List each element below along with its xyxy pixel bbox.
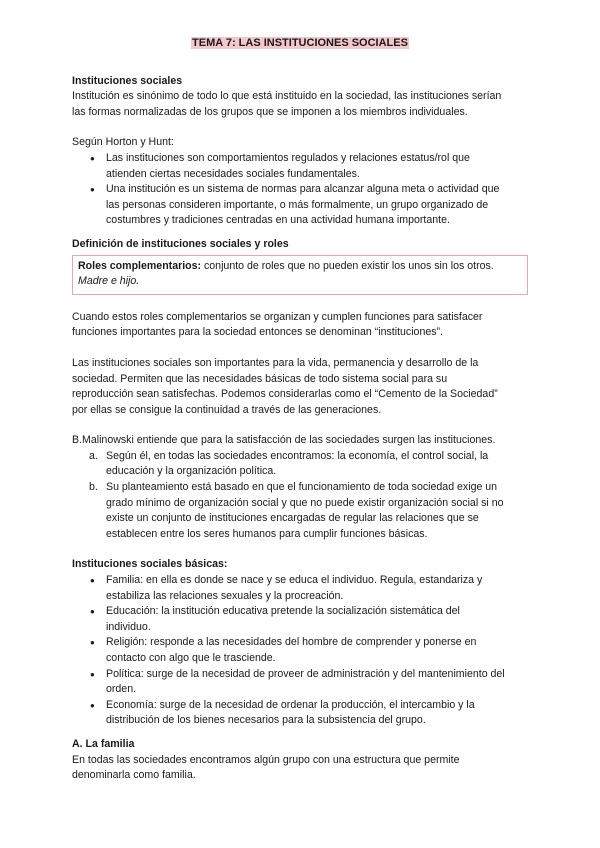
paragraph-line: las formas normalizadas de los grupos que se imponen a los miembros individuales. bbox=[72, 105, 468, 118]
list-item: ● Política: surge de la necesidad de proveer de administración y del mantenimiento del orden. bbox=[106, 667, 528, 698]
list-item: ● Religión: responde a las necesidades del hombre de comprender y ponerse en contacto con algo que le trasciende. bbox=[106, 635, 528, 666]
box-term: Roles complementarios: bbox=[78, 259, 202, 272]
section-heading-definicion: Definición de instituciones sociales y roles bbox=[72, 237, 289, 250]
section-heading-basicas: Instituciones sociales básicas: bbox=[72, 558, 228, 571]
paragraph-line: B.Malinowski entiende que para la satisfacción de las sociedades surgen las instituciones. bbox=[72, 434, 496, 447]
paragraph-line: En todas las sociedades encontramos algún grupo con una estructura que permite bbox=[72, 753, 460, 766]
list-item: ● Una institución es un sistema de normas para alcanzar alguna meta o actividad que las personas consideren importante, o más formalmente, un grupo organizado de costumbres y tradiciones centradas en una actividad humana importante. bbox=[106, 182, 528, 229]
list-item: a. Según él, en todas las sociedades encontramos: la economía, el control social, la educación y la organización política. bbox=[89, 449, 489, 478]
list-item: b. Su planteamiento está basado en que el funcionamiento de toda sociedad exige un grado mínimo de organización social y que no puede existir organización social si no existe un conjunto de instituciones encargadas de regular las relaciones que se establecen entre los seres humanos para cumplir funciones básicas. bbox=[89, 481, 504, 540]
box-definition: conjunto de roles que no pueden existir los unos sin los otros. bbox=[201, 259, 494, 272]
list-item: ● Familia: en ella es donde se nace y se educa el individuo. Regula, estandariza y estabiliza las relaciones sexuales y la procreación. bbox=[106, 573, 528, 604]
paragraph-line: Cuando estos roles complementarios se organizan y cumplen funciones para satisfacer bbox=[72, 310, 483, 323]
definition-box bbox=[72, 255, 528, 295]
paragraph-line: por ellas se consigue la continuidad a través de las generaciones. bbox=[72, 403, 382, 416]
malinowski-list bbox=[72, 449, 528, 543]
page-title: TEMA 7: LAS INSTITUCIONES SOCIALES bbox=[192, 37, 408, 49]
paragraph-line: Institución es sinónimo de todo lo que está instituido en la sociedad, las instituciones serían bbox=[72, 90, 502, 103]
paragraph-line: Las instituciones sociales son importantes para la vida, permanencia y desarrollo de la bbox=[72, 356, 479, 369]
horton-intro: Según Horton y Hunt: bbox=[72, 136, 174, 149]
paragraph-line: funciones importantes para la sociedad entonces se denominan “instituciones”. bbox=[72, 326, 443, 339]
list-item: ● Economía: surge de la necesidad de ordenar la producción, el intercambio y la distribución de los bienes necesarios para la subsistencia del grupo. bbox=[106, 698, 528, 729]
list-item: ● Educación: la institución educativa pretende la socialización sistemática del individuo. bbox=[106, 604, 528, 635]
basic-institutions-list bbox=[72, 573, 528, 729]
section-heading-instituciones: Instituciones sociales bbox=[72, 74, 183, 87]
horton-list bbox=[72, 151, 528, 229]
section-heading-familia: A. La familia bbox=[72, 737, 135, 750]
paragraph-line: sociedad. Permiten que las necesidades básicas de todo sistema social para su bbox=[72, 372, 448, 385]
paragraph-line: denominarla como familia. bbox=[72, 769, 196, 782]
paragraph-line: reproducción sean satisfechas. Podemos considerarlas como el “Cemento de la Sociedad” bbox=[72, 388, 498, 401]
box-example: Madre e hijo. bbox=[78, 275, 140, 288]
list-item: ● Las instituciones son comportamientos regulados y relaciones estatus/rol que atienden ciertas necesidades sociales fundamentales. bbox=[106, 151, 528, 182]
